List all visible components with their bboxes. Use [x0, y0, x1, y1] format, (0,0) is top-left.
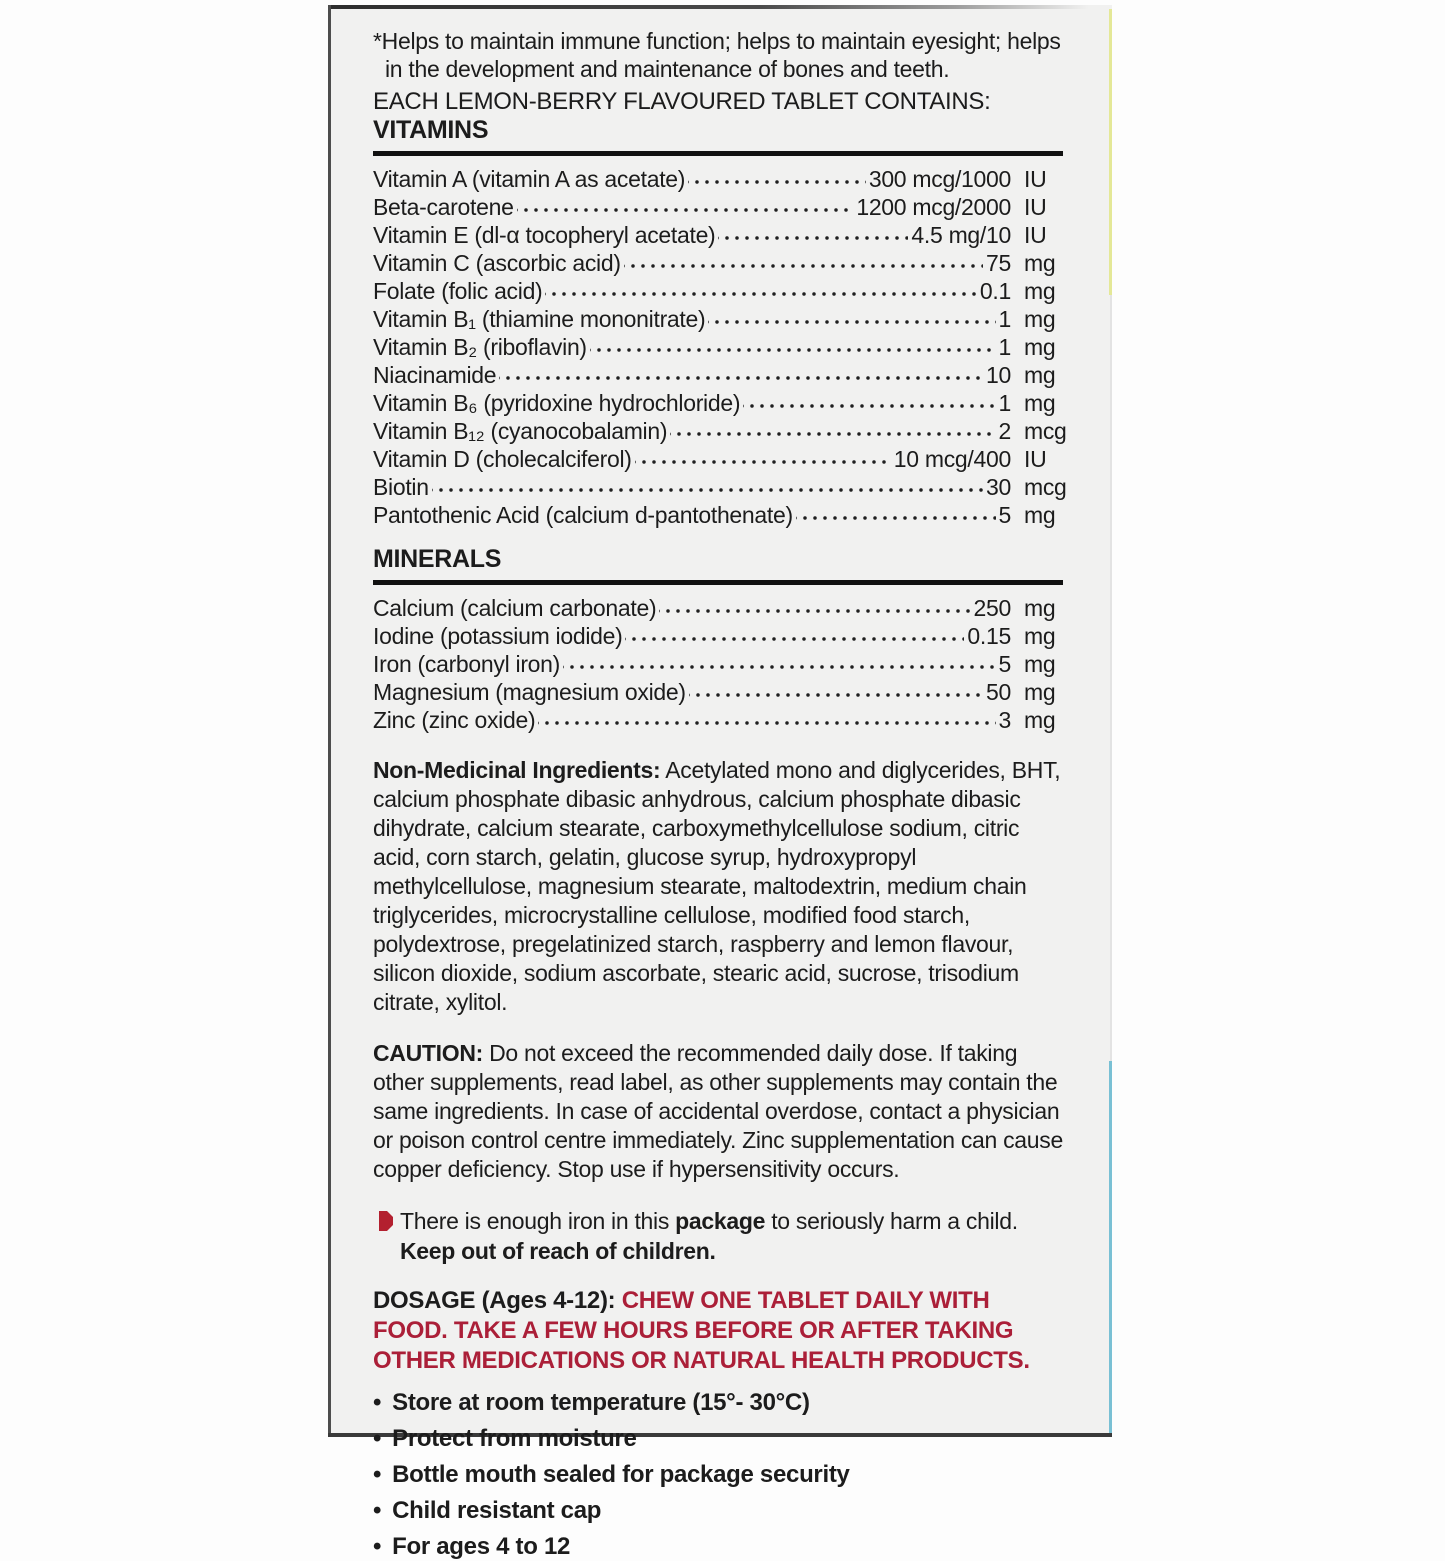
- nutrient-unit: mg: [1024, 707, 1056, 733]
- nutrient-row: [373, 473, 1067, 501]
- nutrient-value: 5: [998, 651, 1011, 677]
- list-item: [373, 1532, 1063, 1561]
- nutrient-name: Vitamin B₁₂ (cyanocobalamin): [373, 418, 668, 444]
- vitamins-heading: VITAMINS: [373, 116, 489, 144]
- bullet-icon: [373, 1496, 381, 1525]
- dot-leader: [743, 389, 995, 417]
- bullet-icon: [373, 1388, 381, 1417]
- package-fold-edge: [1110, 295, 1112, 1061]
- nutrient-value: 10: [986, 362, 1011, 388]
- bullet-icon: [373, 1424, 381, 1453]
- nutrient-row: [373, 305, 1063, 333]
- dot-leader: [625, 622, 964, 650]
- nutrient-value: 1: [998, 334, 1011, 360]
- nutrient-unit: IU: [1024, 166, 1047, 192]
- nutrient-row: [373, 417, 1067, 445]
- bullet-text: Bottle mouth sealed for package security: [392, 1461, 850, 1488]
- dot-leader: [563, 650, 995, 678]
- dot-leader: [545, 277, 977, 305]
- nutrient-value: 1: [998, 390, 1011, 416]
- nutrient-name: Biotin: [373, 474, 429, 500]
- nutrient-unit: mg: [1024, 362, 1056, 388]
- footnote-text: *Helps to maintain immune function; helps to maintain eyesight; helps in the development and maintenance of bones and teeth.: [373, 28, 1061, 82]
- nutrient-unit: mg: [1024, 651, 1056, 677]
- label-panel: [328, 5, 1112, 1560]
- nutrient-value: 0.1: [979, 278, 1011, 304]
- dot-leader: [624, 249, 983, 277]
- nutrient-name: Beta-carotene: [373, 194, 514, 220]
- nutrient-unit: mg: [1024, 595, 1056, 621]
- nutrient-name: Magnesium (magnesium oxide): [373, 679, 686, 705]
- nutrient-name: Vitamin A (vitamin A as acetate): [373, 166, 686, 192]
- list-item: [373, 1460, 1063, 1489]
- package-fold-blue-edge: [1109, 1061, 1112, 1433]
- caution-label: CAUTION:: [373, 1040, 484, 1066]
- dot-leader: [708, 305, 995, 333]
- caution-paragraph: [373, 1039, 1063, 1184]
- bullet-icon: [373, 1532, 381, 1561]
- nutrient-unit: IU: [1024, 222, 1047, 248]
- list-item: [373, 1496, 1063, 1525]
- nutrient-name: Vitamin D (cholecalciferol): [373, 446, 632, 472]
- non-medicinal-label: Non-Medicinal Ingredients:: [373, 757, 661, 783]
- label-content: [373, 27, 1067, 1561]
- nutrient-value: 50: [986, 679, 1011, 705]
- nutrient-row: [373, 594, 1063, 622]
- nutrient-row: [373, 361, 1063, 389]
- vitamins-table: [373, 165, 1067, 529]
- dosage-label: DOSAGE (Ages 4-12):: [373, 1287, 616, 1314]
- nutrient-unit: mcg: [1024, 474, 1067, 500]
- nutrient-row: [373, 389, 1063, 417]
- nutrient-value: 10 mcg/400: [893, 446, 1011, 472]
- nutrient-value: 30: [986, 474, 1011, 500]
- dot-leader: [538, 706, 995, 734]
- nutrient-unit: mg: [1024, 250, 1056, 276]
- list-item: [373, 1424, 1063, 1453]
- iron-warning-pre: There is enough iron in this: [400, 1208, 676, 1234]
- nutrient-name: Calcium (calcium carbonate): [373, 595, 657, 621]
- panel-left-border: [328, 5, 331, 1437]
- nutrient-row: [373, 249, 1063, 277]
- bullet-text: Store at room temperature (15°- 30°C): [392, 1389, 810, 1416]
- dot-leader: [689, 678, 983, 706]
- dosage-paragraph: [373, 1286, 1063, 1376]
- nutrient-unit: mg: [1024, 390, 1056, 416]
- dot-leader: [635, 445, 891, 473]
- nutrient-name: Zinc (zinc oxide): [373, 707, 536, 733]
- dosage-instructions: CHEW ONE TABLET DAILY WITH FOOD. TAKE A FEW HOURS BEFORE OR AFTER TAKING OTHER MEDICATIONS OR NATURAL HEALTH PRODUCTS.: [373, 1287, 1030, 1374]
- nutrient-value: 5: [998, 502, 1011, 528]
- nutrient-row: [373, 501, 1063, 529]
- nutrient-unit: mg: [1024, 306, 1056, 332]
- dot-leader: [670, 417, 995, 445]
- iron-warning-line1: [373, 1206, 1063, 1236]
- nutrient-unit: mg: [1024, 679, 1056, 705]
- nutrient-unit: mcg: [1024, 418, 1067, 444]
- stop-octagon-icon: [373, 1211, 393, 1231]
- nutrient-value: 2: [998, 418, 1011, 444]
- nutrient-value: 300 mcg/1000: [868, 166, 1011, 192]
- list-item: [373, 1388, 1063, 1417]
- package-fold-yellow-edge: [1109, 9, 1112, 295]
- dot-leader: [659, 594, 970, 622]
- nutrient-name: Iron (carbonyl iron): [373, 651, 561, 677]
- nutrient-unit: mg: [1024, 623, 1056, 649]
- dot-leader: [796, 501, 996, 529]
- nutrient-row: [373, 445, 1063, 473]
- nutrient-row: [373, 277, 1063, 305]
- nutrient-unit: IU: [1024, 194, 1047, 220]
- nutrient-value: 1200 mcg/2000: [856, 194, 1011, 220]
- section-rule: [373, 151, 1063, 156]
- nutrient-row: [373, 193, 1063, 221]
- nutrient-name: Vitamin B₆ (pyridoxine hydrochloride): [373, 390, 741, 416]
- nutrient-unit: mg: [1024, 502, 1056, 528]
- nutrient-name: Vitamin B₂ (riboflavin): [373, 334, 587, 360]
- nutrient-value: 250: [973, 595, 1011, 621]
- keep-out-of-reach-text: Keep out of reach of children.: [400, 1238, 716, 1264]
- dot-leader: [590, 333, 996, 361]
- nutrient-row: [373, 333, 1063, 361]
- nutrient-name: Folate (folic acid): [373, 278, 543, 304]
- nutrient-name: Pantothenic Acid (calcium d-pantothenate): [373, 502, 793, 528]
- dot-leader: [432, 473, 983, 501]
- minerals-section: [373, 545, 1063, 734]
- nutrient-row: [373, 622, 1063, 650]
- dot-leader: [499, 361, 983, 389]
- nutrient-row: [373, 678, 1063, 706]
- non-medicinal-paragraph: [373, 756, 1063, 1017]
- dot-leader: [718, 221, 908, 249]
- nutrient-value: 0.15: [967, 623, 1011, 649]
- section-rule: [373, 580, 1063, 585]
- non-medicinal-text: Acetylated mono and diglycerides, BHT, calcium phosphate dibasic anhydrous, calcium phosphate dibasic dihydrate, calcium stearate, carboxymethylcellulose sodium, citric acid, corn starch, gelatin, glucose syrup, hydroxypropyl methylcellulose, magnesium stearate, maltodextrin, medium chain triglycerides, microcrystalline cellulose, modified food starch, polydextrose, pregelatinized starch, raspberry and lemon flavour, silicon dioxide, sodium ascorbate, stearic acid, sucrose, trisodium citrate, xylitol.: [373, 757, 1061, 1015]
- nutrient-value: 4.5 mg/10: [911, 222, 1011, 248]
- bullet-text: For ages 4 to 12: [392, 1533, 571, 1560]
- dot-leader: [517, 193, 854, 221]
- dot-leader: [688, 165, 866, 193]
- nutrient-row: [373, 221, 1063, 249]
- iron-warning: [373, 1206, 1063, 1266]
- bullet-icon: [373, 1460, 381, 1489]
- nutrient-unit: mg: [1024, 278, 1056, 304]
- nutrient-unit: mg: [1024, 334, 1056, 360]
- minerals-table: [373, 594, 1063, 734]
- nutrient-name: Vitamin E (dl-α tocopheryl acetate): [373, 222, 716, 248]
- nutrient-value: 3: [998, 707, 1011, 733]
- nutrient-name: Iodine (potassium iodide): [373, 623, 623, 649]
- nutrient-row: [373, 165, 1063, 193]
- nutrient-name: Niacinamide: [373, 362, 497, 388]
- storage-bullet-list: [373, 1388, 1063, 1561]
- nutrient-name: Vitamin B₁ (thiamine mononitrate): [373, 306, 706, 332]
- nutrient-row: [373, 650, 1063, 678]
- bullet-text: Child resistant cap: [392, 1497, 602, 1524]
- nutrient-unit: IU: [1024, 446, 1047, 472]
- minerals-heading: MINERALS: [373, 545, 502, 573]
- panel-top-border: [328, 5, 1112, 9]
- nutrient-row: [373, 706, 1063, 734]
- nutrient-value: 1: [998, 306, 1011, 332]
- contains-heading: EACH LEMON-BERRY FLAVOURED TABLET CONTAINS:: [373, 88, 991, 115]
- iron-warning-post: to seriously harm a child.: [765, 1208, 1018, 1234]
- caution-text: Do not exceed the recommended daily dose. If taking other supplements, read label, as other supplements may contain the same ingredients. In case of accidental overdose, contact a physician or poison control centre immediately. Zinc supplementation can cause copper deficiency. Stop use if hypersensitivity occurs.: [373, 1040, 1063, 1182]
- iron-warning-bold: package: [675, 1208, 766, 1234]
- nutrient-value: 75: [986, 250, 1011, 276]
- nutrient-name: Vitamin C (ascorbic acid): [373, 250, 621, 276]
- bullet-text: Protect from moisture: [392, 1425, 637, 1452]
